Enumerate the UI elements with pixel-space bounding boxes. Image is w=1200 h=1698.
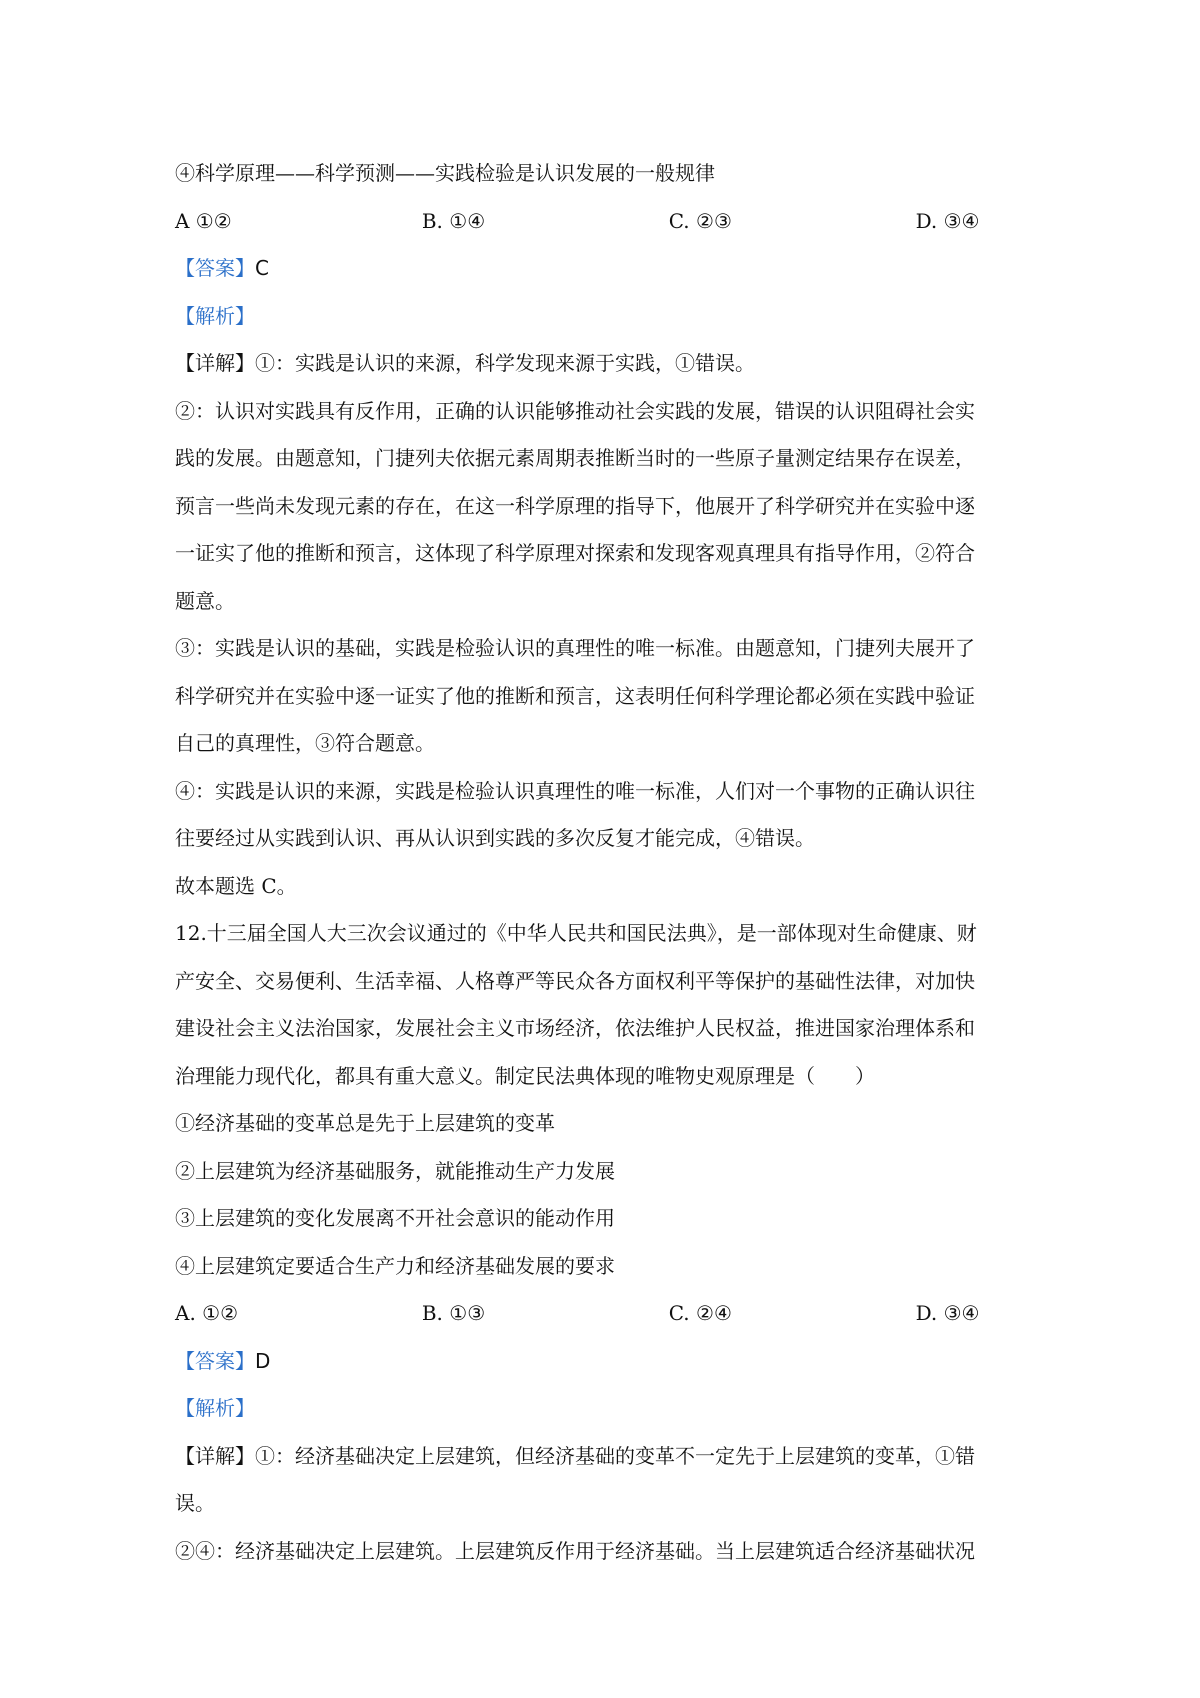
q12-item-2: ②上层建筑为经济基础服务，就能推动生产力发展	[175, 1158, 615, 1183]
q11-item-4: ④科学原理——科学预测——实践检验是认识发展的一般规律	[175, 161, 715, 185]
q12-stem-line-3: 建设社会主义法治国家，发展社会主义市场经济，依法维护人民权益，推进国家治理体系和	[175, 1016, 975, 1040]
q12-detail-label: 【详解】	[175, 1443, 255, 1468]
q12-options	[175, 1290, 1035, 1338]
q12-stem-line-2: 产安全、交易便利、生活幸福、人格尊严等民众各方面权利平等保护的基础性法律，对加快	[175, 968, 975, 993]
q11-detail-line-2: ②：认识对实践具有反作用，正确的认识能够推动社会实践的发展，错误的认识阻碍社会实	[175, 398, 975, 423]
q11-answer	[175, 245, 1035, 293]
q12-option-c: C. ②④	[668, 1301, 732, 1325]
q12-option-d: D. ③④	[915, 1301, 980, 1325]
q11-detail-line-7: ③：实践是认识的基础，实践是检验认识的真理性的唯一标准。由题意知，门捷列夫展开了	[175, 636, 975, 660]
q11-options	[175, 198, 1035, 246]
q12-item-1: ①经济基础的变革总是先于上层建筑的变革	[175, 1111, 555, 1135]
q11-detail-line-11: 往要经过从实践到认识、再从认识到实践的多次反复才能完成，④错误。	[175, 826, 815, 850]
q12-option-b: B. ①③	[421, 1301, 486, 1325]
q11-answer-label: 【答案】	[175, 256, 255, 280]
q12-detail-line-2: 误。	[175, 1491, 215, 1515]
q11-analysis-heading	[175, 293, 1035, 341]
q11-option-d: D. ③④	[915, 208, 980, 233]
q11-detail-line-9: 自己的真理性，③符合题意。	[175, 731, 435, 755]
q11-analysis-label: 【解析】	[175, 303, 255, 328]
q12-stem-line-1: 12.十三届全国人大三次会议通过的《中华人民共和国民法典》，是一部体现对生命健康、财	[175, 921, 977, 945]
q11-detail-line-8: 科学研究并在实验中逐一证实了他的推断和预言，这表明任何科学理论都必须在实践中验证	[175, 683, 975, 708]
q11-answer-value: C	[255, 256, 269, 280]
q11-option-c: C. ②③	[668, 208, 732, 233]
q12-item-4: ④上层建筑定要适合生产力和经济基础发展的要求	[175, 1253, 615, 1278]
q11-detail-line-6: 题意。	[175, 588, 235, 613]
q11-detail-line-10: ④：实践是认识的来源，实践是检验认识真理性的唯一标准，人们对一个事物的正确认识往	[175, 778, 975, 803]
q11-detail-text-1: ①：实践是认识的来源，科学发现来源于实践，①错误。	[255, 351, 755, 375]
q12-answer	[175, 1338, 1035, 1386]
q12-analysis-heading	[175, 1385, 1035, 1433]
q11-detail-line-3: 践的发展。由题意知，门捷列夫依据元素周期表推断当时的一些原子量测定结果存在误差，	[175, 446, 975, 470]
q12-detail-line-1	[175, 1433, 1035, 1481]
q11-detail-line-5: 一证实了他的推断和预言，这体现了科学原理对探索和发现客观真理具有指导作用，②符合	[175, 541, 975, 565]
q11-detail-label: 【详解】	[175, 351, 255, 375]
q12-answer-label: 【答案】	[175, 1348, 255, 1373]
q12-analysis-label: 【解析】	[175, 1396, 255, 1420]
q11-detail-line-1	[175, 340, 1035, 388]
q11-detail-line-4: 预言一些尚未发现元素的存在，在这一科学原理的指导下，他展开了科学研究并在实验中逐	[175, 493, 975, 518]
q12-detail-text-1: ①：经济基础决定上层建筑，但经济基础的变革不一定先于上层建筑的变革，①错	[255, 1443, 975, 1468]
q12-detail-line-3: ②④：经济基础决定上层建筑。上层建筑反作用于经济基础。当上层建筑适合经济基础状况	[175, 1538, 975, 1563]
q11-conclusion: 故本题选 C。	[175, 873, 297, 898]
q12-option-a: A. ①②	[175, 1301, 239, 1325]
q12-stem-line-4: 治理能力现代化，都具有重大意义。制定民法典体现的唯物史观原理是（ ）	[175, 1063, 875, 1088]
document-page	[175, 150, 1035, 1575]
q11-option-b: B. ①④	[421, 208, 486, 233]
q11-option-a: A ①②	[175, 208, 232, 233]
q12-answer-value: D	[255, 1348, 271, 1373]
q12-item-3: ③上层建筑的变化发展离不开社会意识的能动作用	[175, 1206, 615, 1230]
